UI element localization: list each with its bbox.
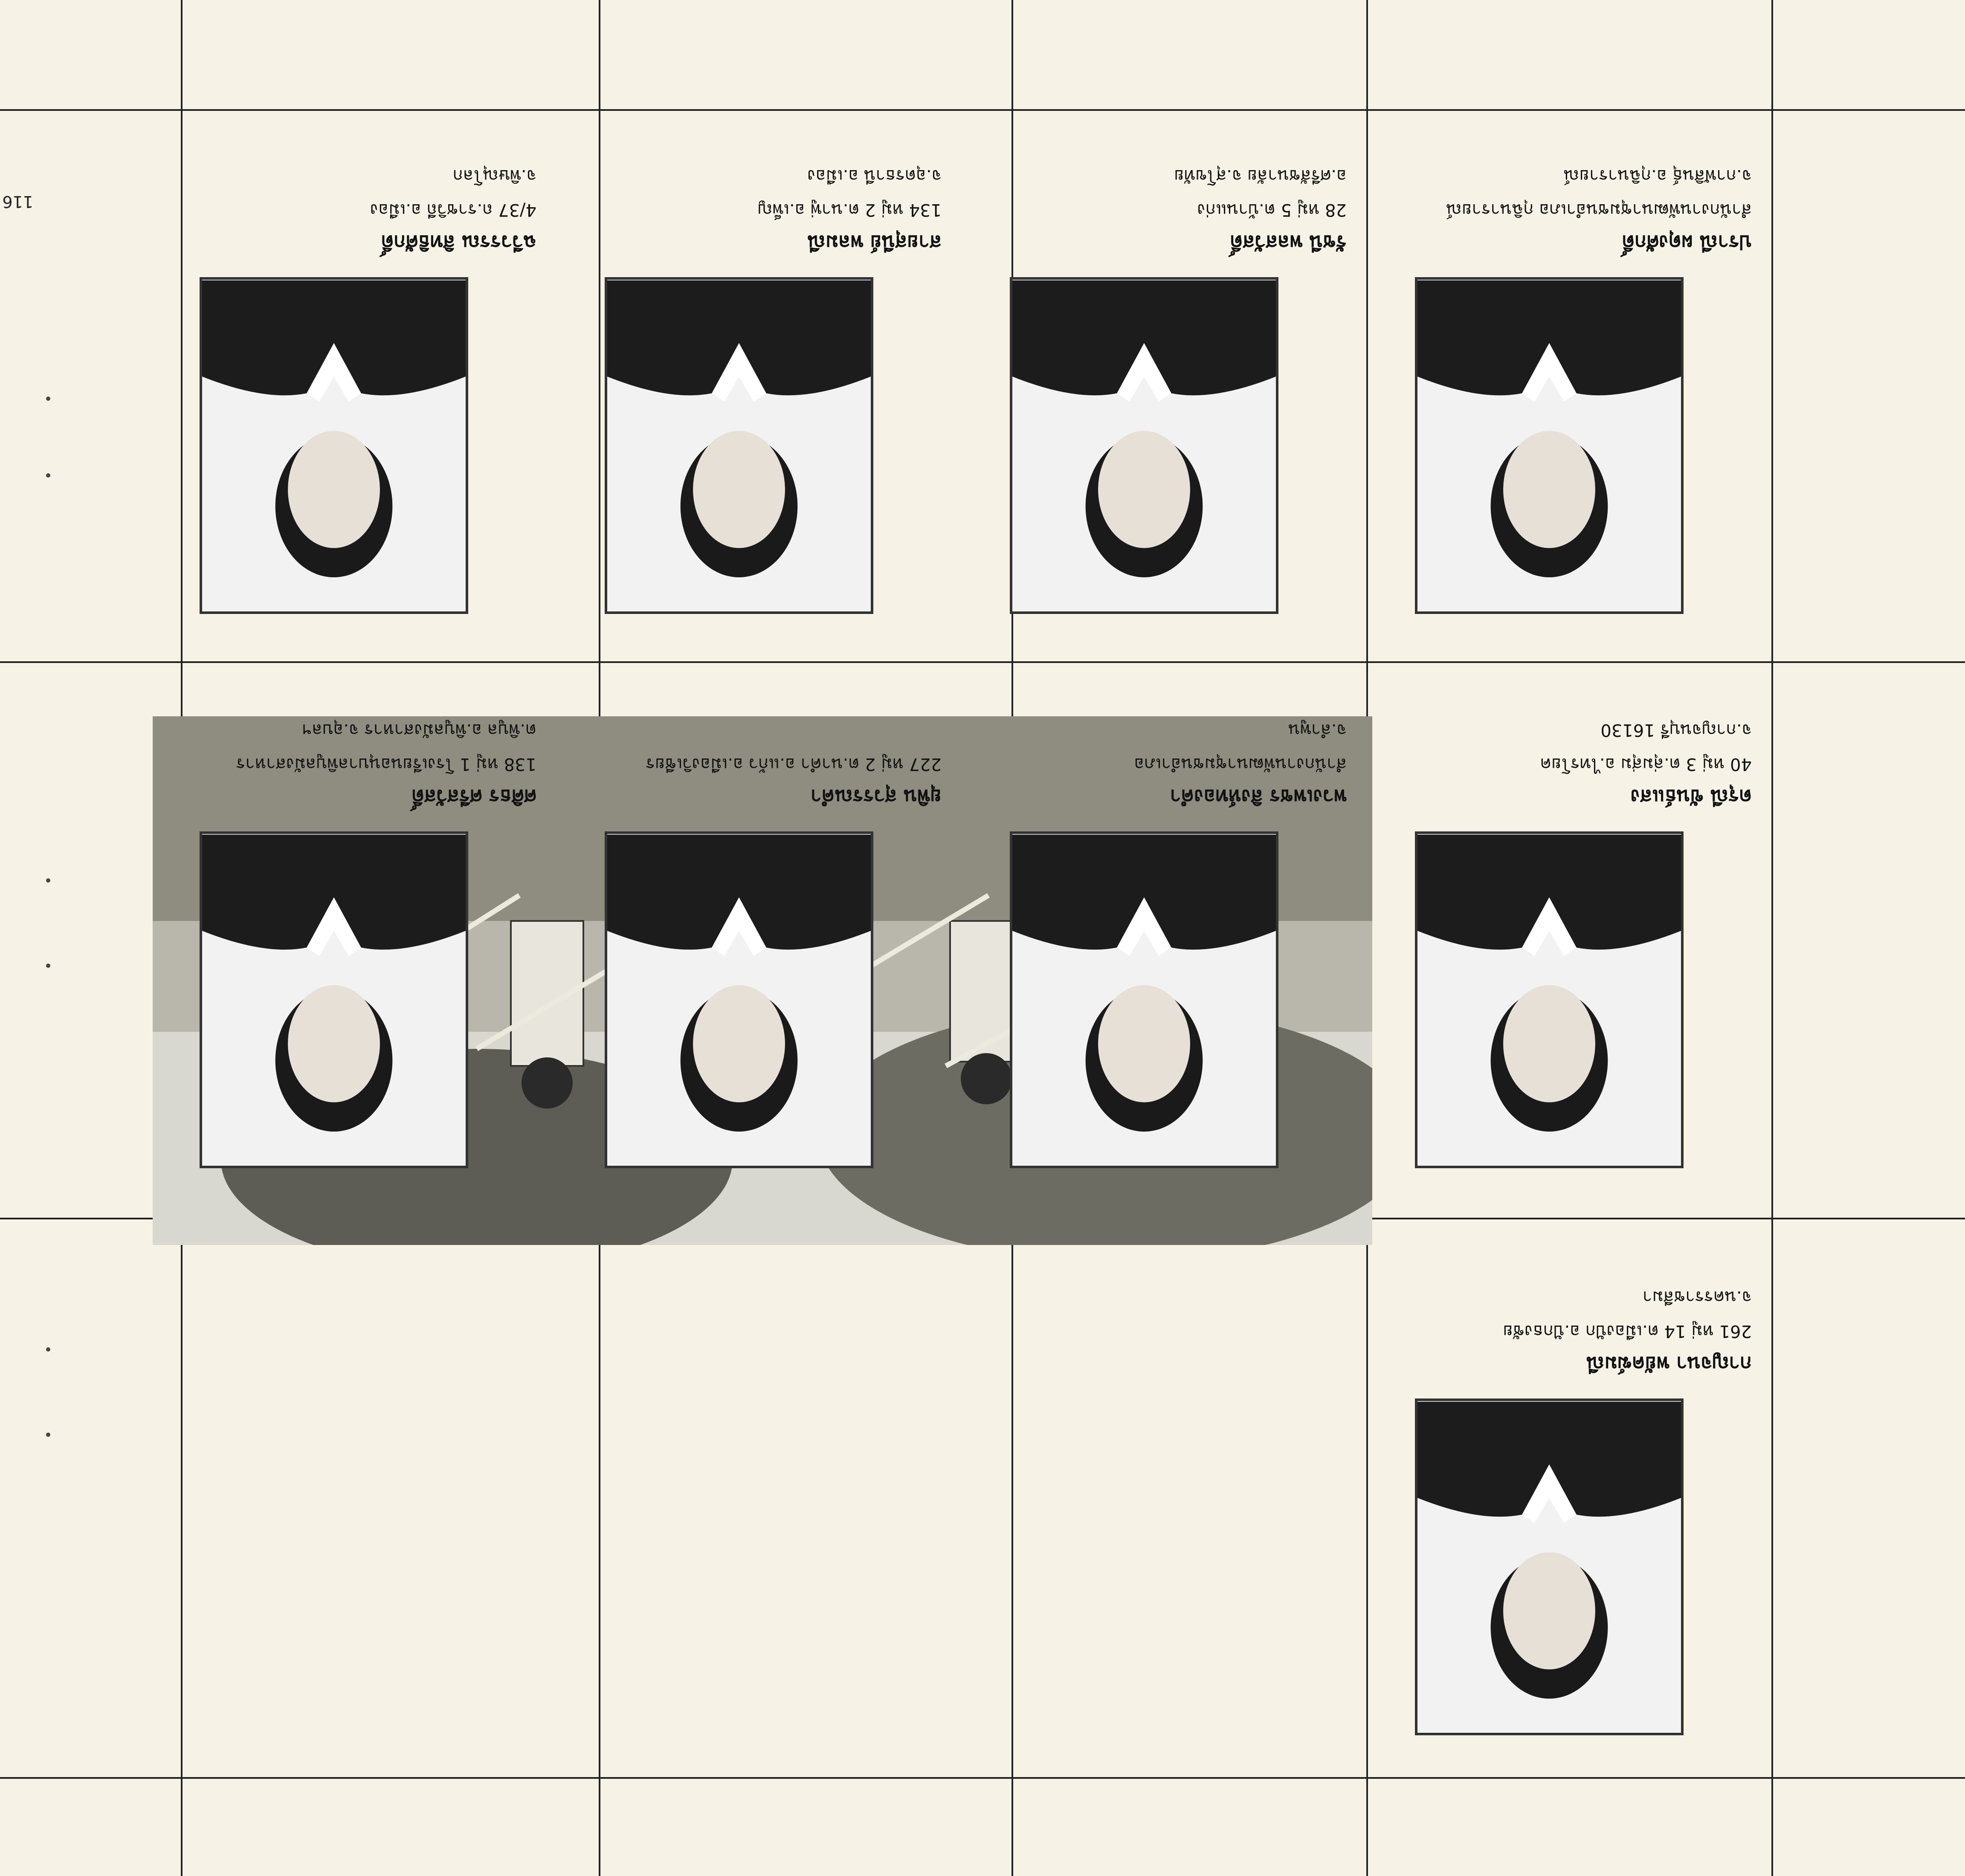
student-address: 40 หมู่ 3 ต.ลุ่มสุ่ม อ.ไทรโยค [1540, 754, 1752, 774]
student-address: จ.กาญจนบุรี 16130 [1600, 720, 1752, 740]
student-address: 134 หมู่ 2 ต.นาพู่ อ.เพ็ญ [757, 200, 942, 220]
grid-line [1771, 0, 1773, 1876]
student-name: ศศิธร ศรีสวัสดิ์ [412, 785, 536, 808]
registration-mark [46, 1347, 50, 1352]
student-name: ดรุณี ขันธ์แสง [1630, 785, 1752, 808]
portrait-icon [1012, 280, 1276, 611]
grid-line [0, 109, 1965, 111]
student-card [1398, 695, 1765, 1185]
portrait-icon [1012, 834, 1276, 1166]
student-address: จ.นครราชสีมา [1642, 1287, 1752, 1307]
registration-mark [46, 878, 50, 883]
student-card [183, 141, 549, 631]
portrait-photo [605, 831, 873, 1168]
portrait-icon [1417, 280, 1681, 611]
student-address: จ.กาฬสินธุ์ อ.กุฉินารายณ์ [1563, 166, 1752, 185]
student-name: ยุพิน สุวรรณคำ [810, 785, 942, 808]
portrait-icon [202, 834, 466, 1166]
student-address: 261 หมู่ 14 ต.เมืองปัก อ.ปักธงชัย [1503, 1321, 1752, 1341]
student-card [1398, 141, 1765, 631]
student-name: ปราณี ผดุงศักดิ์ [1622, 231, 1752, 254]
registration-mark [46, 397, 50, 401]
portrait-photo [200, 277, 468, 614]
student-name: รัชนี พลสวัสดิ์ [1230, 231, 1347, 254]
student-address: สำนักงานพัฒนาชุมชนอำเภอ กุฉินารายณ์ [1446, 200, 1752, 220]
student-address: ต.พิบูล อ.พิบูลมังสาหาร จ.อุบลฯ [302, 720, 536, 740]
student-card [1398, 1262, 1765, 1752]
portrait-icon [202, 280, 466, 611]
student-address: 227 หมู่ 2 ต.นาคำ อ.แก้ว อ.เมืองวิเชียร [646, 754, 942, 774]
student-name: สายสุนีย์ พลมณี [807, 231, 942, 254]
portrait-photo [1415, 1398, 1684, 1735]
page-number: 116 [2, 192, 33, 211]
student-name: พวงเพชร สิงห์ทองคำ [1170, 785, 1347, 808]
portrait-photo [1415, 277, 1684, 614]
student-card [993, 141, 1359, 631]
student-card [183, 695, 549, 1185]
student-name: กาญจนา พยัคฆ์มณี [1586, 1352, 1752, 1375]
registration-mark [46, 473, 50, 478]
student-address: 138 หมู่ 1 โรงเรียนอนุบาลพิบูลมังสาหาร [236, 754, 536, 774]
student-card [588, 141, 954, 631]
student-address: 4/37 ถ.ราชวิถี อ.เมือง [370, 200, 536, 220]
portrait-icon [1417, 834, 1681, 1166]
student-card [588, 695, 954, 1185]
student-address: จ.ลำพูน [1288, 720, 1347, 740]
portrait-icon [1417, 1401, 1681, 1733]
portrait-icon [607, 834, 871, 1166]
student-address: จ.พิษณุโลก [452, 166, 536, 185]
portrait-photo [605, 277, 873, 614]
portrait-photo [1010, 831, 1278, 1168]
grid-line [0, 1777, 1965, 1779]
grid-line [0, 661, 1965, 663]
registration-mark [46, 1433, 50, 1437]
student-address: 28 หมู่ 5 ต.บ้านแก่ง [1197, 200, 1347, 220]
student-address: อ.ศรีสัชนาลัย จ.สุโขทัย [1174, 166, 1347, 185]
portrait-photo [1415, 831, 1684, 1168]
student-address: จ.อุดรธานี อ.เมือง [807, 166, 942, 185]
registration-mark [46, 964, 50, 968]
student-card [993, 695, 1359, 1185]
portrait-photo [1010, 277, 1278, 614]
portrait-photo [200, 831, 468, 1168]
portrait-icon [607, 280, 871, 611]
student-address: สำนักงานพัฒนาชุมชนอำเภอ [1134, 754, 1347, 774]
student-name: ฉวีวรรณ สิทธิศักดิ์ [381, 231, 536, 254]
